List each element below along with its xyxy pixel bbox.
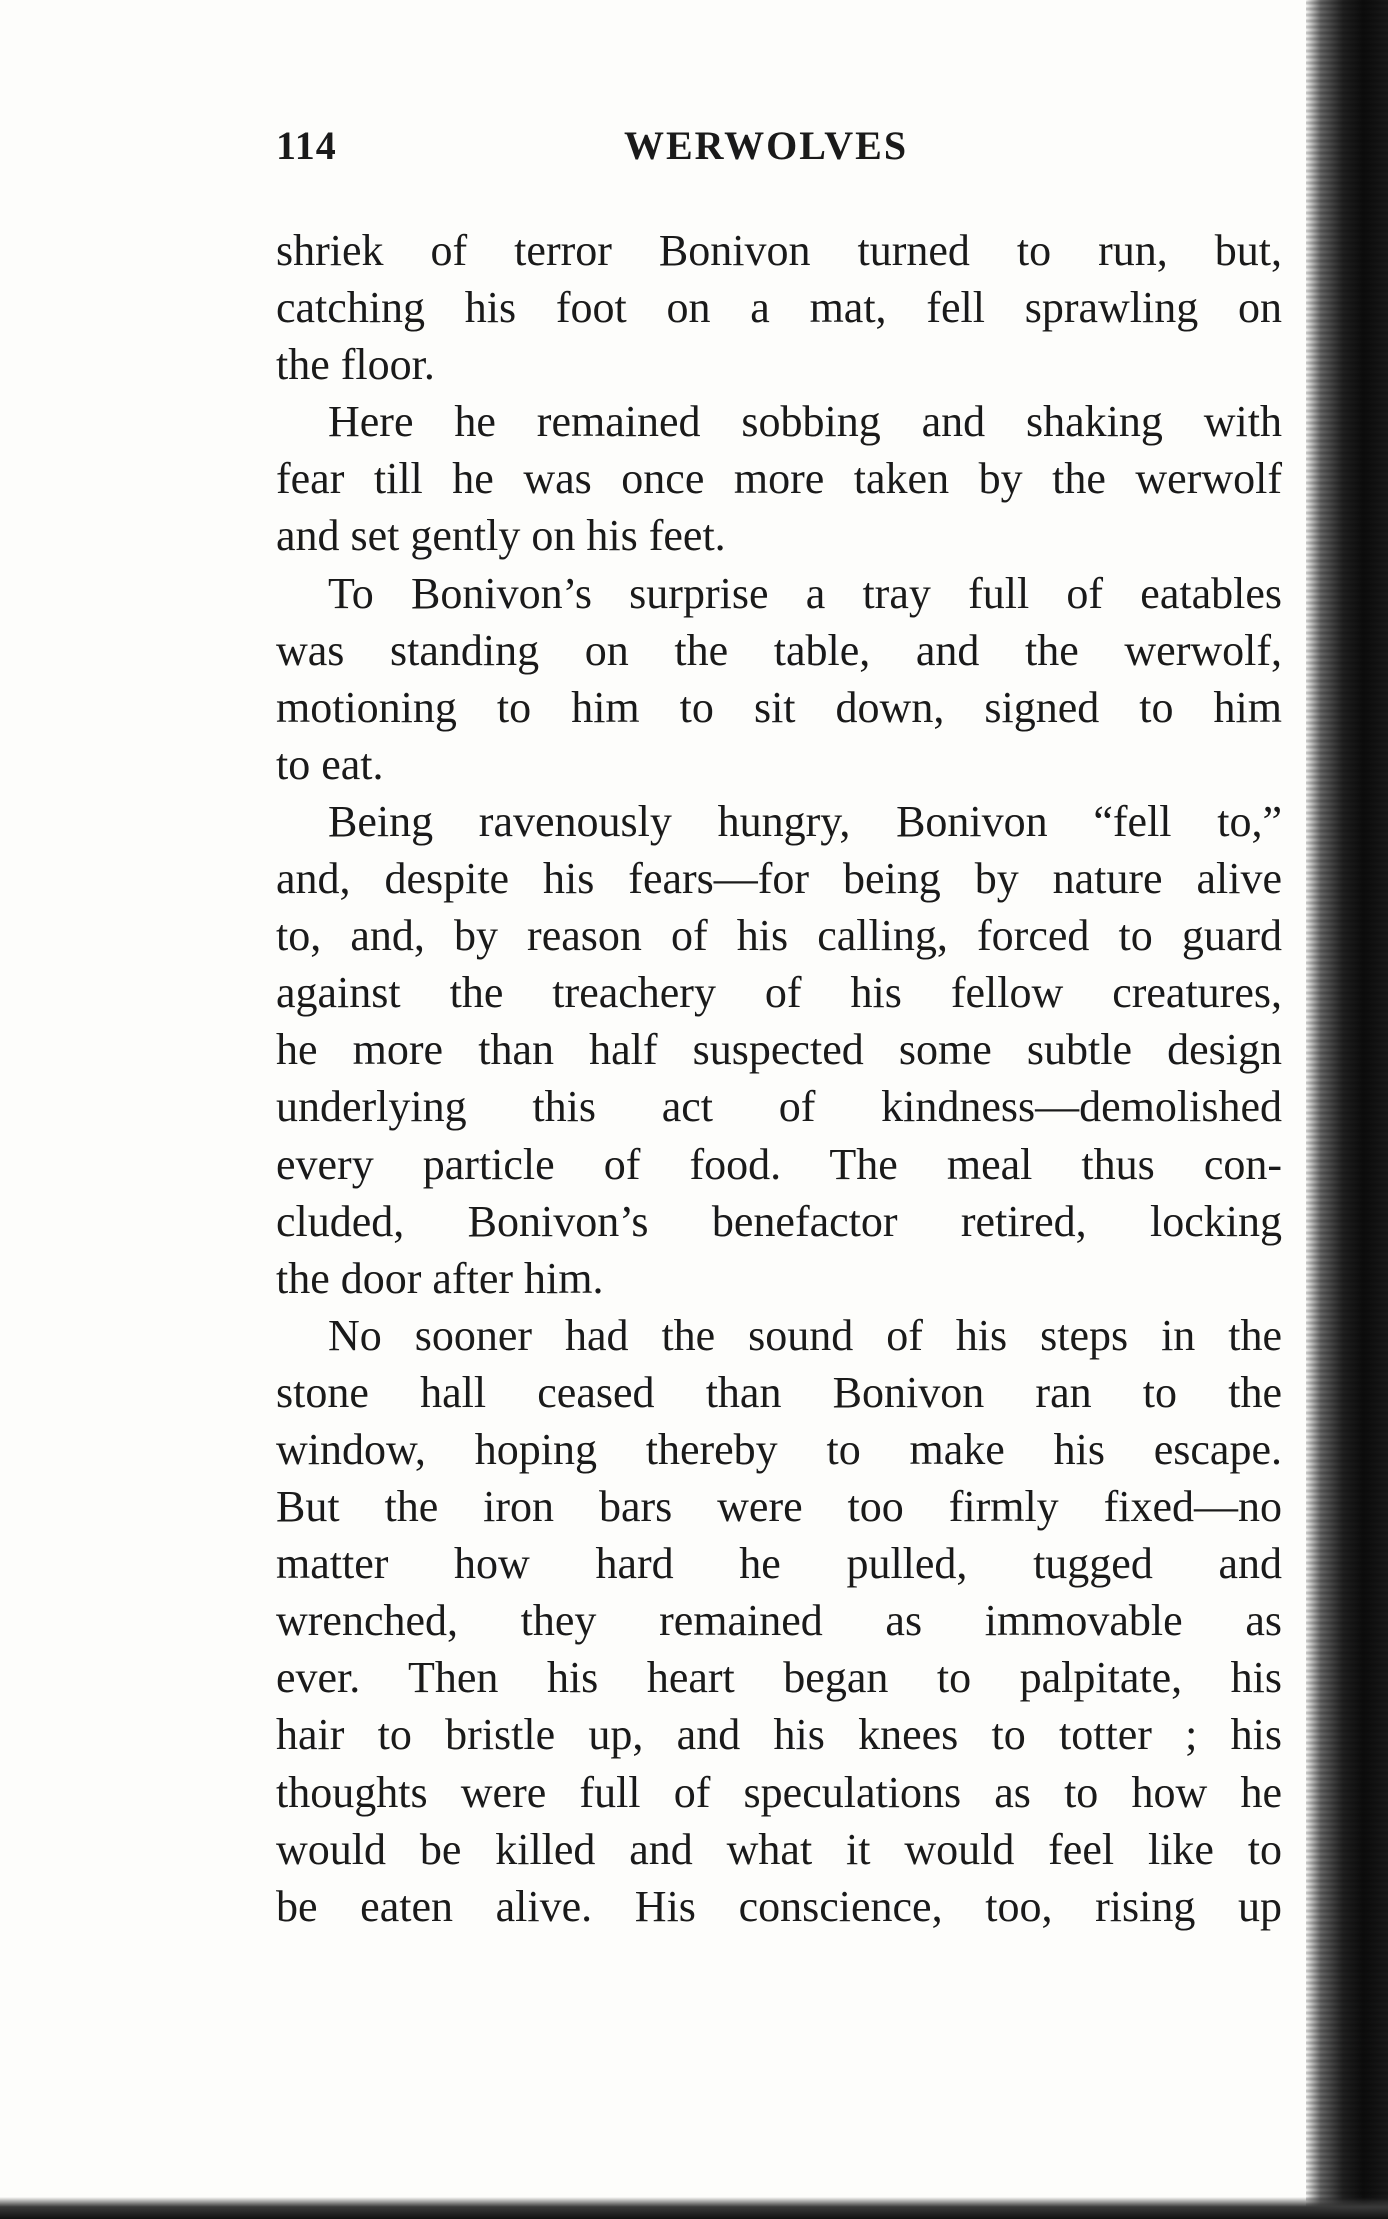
text-line: be eaten alive. His conscience, too, rising up [276, 1881, 1282, 1931]
running-head [276, 122, 946, 172]
text-line: the floor. [276, 340, 435, 390]
text-line: No sooner had the sound of his steps in the [328, 1310, 1282, 1360]
text-line: hair to bristle up, and his knees to totter ; his [276, 1710, 1282, 1760]
running-title: WERWOLVES [624, 123, 909, 168]
text-line: wrenched, they remained as immovable as [276, 1596, 1282, 1646]
text-line: against the treachery of his fellow creatures, [276, 968, 1282, 1018]
text-line: thoughts were full of speculations as to how he [276, 1767, 1282, 1817]
text-line: matter how hard he pulled, tugged and [276, 1539, 1282, 1589]
page-bottom-edge [0, 2197, 1388, 2219]
text-line: ever. Then his heart began to palpitate, his [276, 1653, 1282, 1703]
text-line: would be killed and what it would feel like to [276, 1824, 1282, 1874]
page-binding-edge [1306, 0, 1388, 2219]
text-line: But the iron bars were too firmly fixed—no [276, 1482, 1282, 1532]
text-line: cluded, Bonivon’s benefactor retired, locking [276, 1196, 1282, 1246]
text-line: and, despite his fears—for being by nature alive [276, 854, 1282, 904]
page-number: 114 [276, 123, 337, 168]
text-line: to, and, by reason of his calling, forced to guard [276, 911, 1282, 961]
text-line: motioning to him to sit down, signed to him [276, 682, 1282, 732]
text-line: every particle of food. The meal thus con- [276, 1139, 1282, 1189]
text-line: the door after him. [276, 1253, 604, 1303]
text-line: catching his foot on a mat, fell sprawling on [276, 283, 1282, 333]
text-line: Here he remained sobbing and shaking with [328, 397, 1282, 447]
text-line: underlying this act of kindness—demolished [276, 1082, 1282, 1132]
text-line: to eat. [276, 739, 384, 789]
text-line: he more than half suspected some subtle design [276, 1025, 1282, 1075]
text-line: Being ravenously hungry, Bonivon “fell to,” [328, 796, 1282, 846]
text-line: fear till he was once more taken by the werwolf [276, 454, 1282, 504]
text-line: and set gently on his feet. [276, 511, 726, 561]
text-line: shriek of terror Bonivon turned to run, but, [276, 226, 1282, 275]
body-text [276, 222, 1282, 1935]
text-line: window, hoping thereby to make his escape. [276, 1424, 1282, 1474]
text-line: To Bonivon’s surprise a tray full of eatables [328, 568, 1282, 618]
text-line: stone hall ceased than Bonivon ran to the [276, 1367, 1282, 1417]
text-line: was standing on the table, and the werwolf, [276, 625, 1282, 675]
